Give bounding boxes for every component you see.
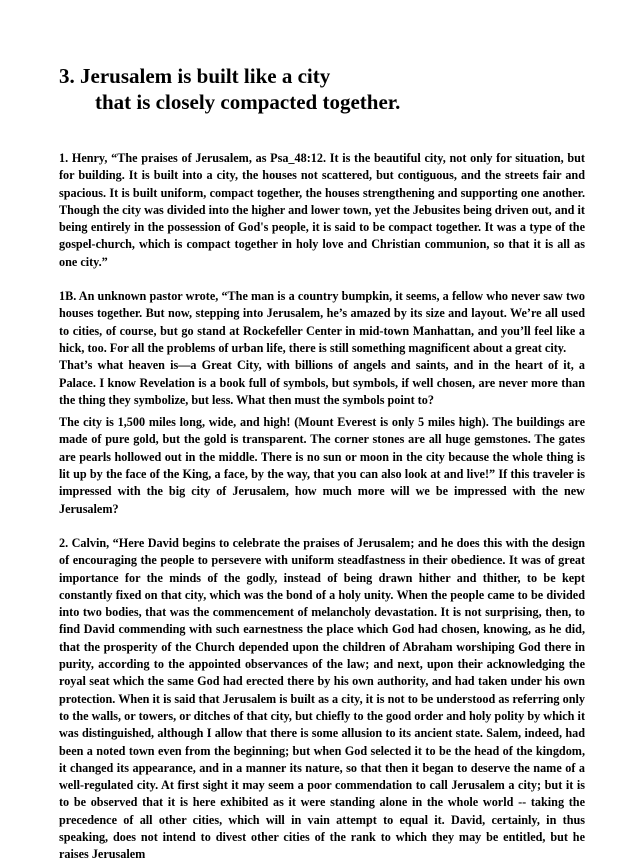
paragraph-heaven: That’s what heaven is—a Great City, with billions of angels and saints, and in the heart of it, a Palace. I know Revelation is a book full of symbols, but symbols, if well chosen, are never more than the thing they symbolize, but less. What then must the symbols point to? <box>59 358 585 407</box>
paragraph-calvin: 2. Calvin, “Here David begins to celebrate the praises of Jerusalem; and he does this with the design of encouraging the people to persevere with uniform steadfastness in their obedience. It was of great importance for the minds of the godly, instead of being drawn hither and thither, to be kept constantly fixed on that city, which was the bond of a holy unity. When the people came to be divided into two bodies, that was the commencement of melancholy devastation. It is not surprising, then, to find David commending with such earnestness the place which God had chosen, knowing, as he did, that the prosperity of the Church depended upon the children of Abraham worshiping God there in purity, according to the appointed observances of the law; and next, upon their acknowledging the royal seat which the same God had erected there by his own authority, and had taken under his own protection. When it is said that Jerusalem is built as a city, it is not to be understood as referring only to the walls, or towers, or ditches of that city, but chiefly to the good order and holy polity by which it was distinguished, although I allow that there is some allusion to its ancient state. Salem, indeed, had been a noted town even from the beginning; but when God selected it to be the head of the kingdom, it changed its appearance, and in a manner its nature, so that then it began to deserve the name of a well-regulated city. At first sight it may seem a poor commendation to call Jerusalem a city; but it is to be observed that it is here exhibited as it were standing alone in the whole world -- taking the precedence of all other cities, which will in vain attempt to equal it. David, certainly, in thus speaking, does not intend to divest other cities of the rank to which they may be entitled, but he raises Jerusalem <box>59 535 585 862</box>
paragraph-city-dimensions: The city is 1,500 miles long, wide, and high! (Mount Everest is only 5 miles high). The buildings are made of pure gold, but the gold is transparent. The corner stones are all huge gemstones. The gates are pearls hollowed out in the middle. There is no sun or moon in the city because the whole thing is lit up by the face of the King, a face, by the way, that you can also look at and live!” If this traveler is impressed with the big city of Jerusalem, how much more will we be impressed with the new Jerusalem? <box>59 415 585 516</box>
title-line-1: 3. Jerusalem is built like a city <box>59 64 331 88</box>
title-line-2: that is closely compacted together. <box>95 90 401 114</box>
paragraph-henry: 1. Henry, “The praises of Jerusalem, as Psa_48:12. It is the beautiful city, not only for situation, but for building. It is built into a city, the houses not scattered, but contiguous, and the streets fair and spacious. It is built uniform, compact together, the houses strengthening and supporting one another. Though the city was divided into the higher and lower town, yet the Jebusites being driven out, and it being entirely in the possession of God's people, it is said to be compact together. It was a type of the gospel-church, which is compact together in holy love and Christian communion, so that it is all as one city.” <box>59 151 585 269</box>
document-body <box>59 150 585 864</box>
paragraph-unknown-pastor: 1B. An unknown pastor wrote, “The man is a country bumpkin, it seems, a fellow who never saw two houses together. But now, stepping into Jerusalem, he’s amazed by its size and layout. We’re all used to cities, of course, but go stand at Rockefeller Center in mid-town Manhattan, and you’ll feel like a hick, too. For all the problems of urban life, there is still something magnificent about a great city. <box>59 289 585 355</box>
page-title <box>59 63 599 115</box>
